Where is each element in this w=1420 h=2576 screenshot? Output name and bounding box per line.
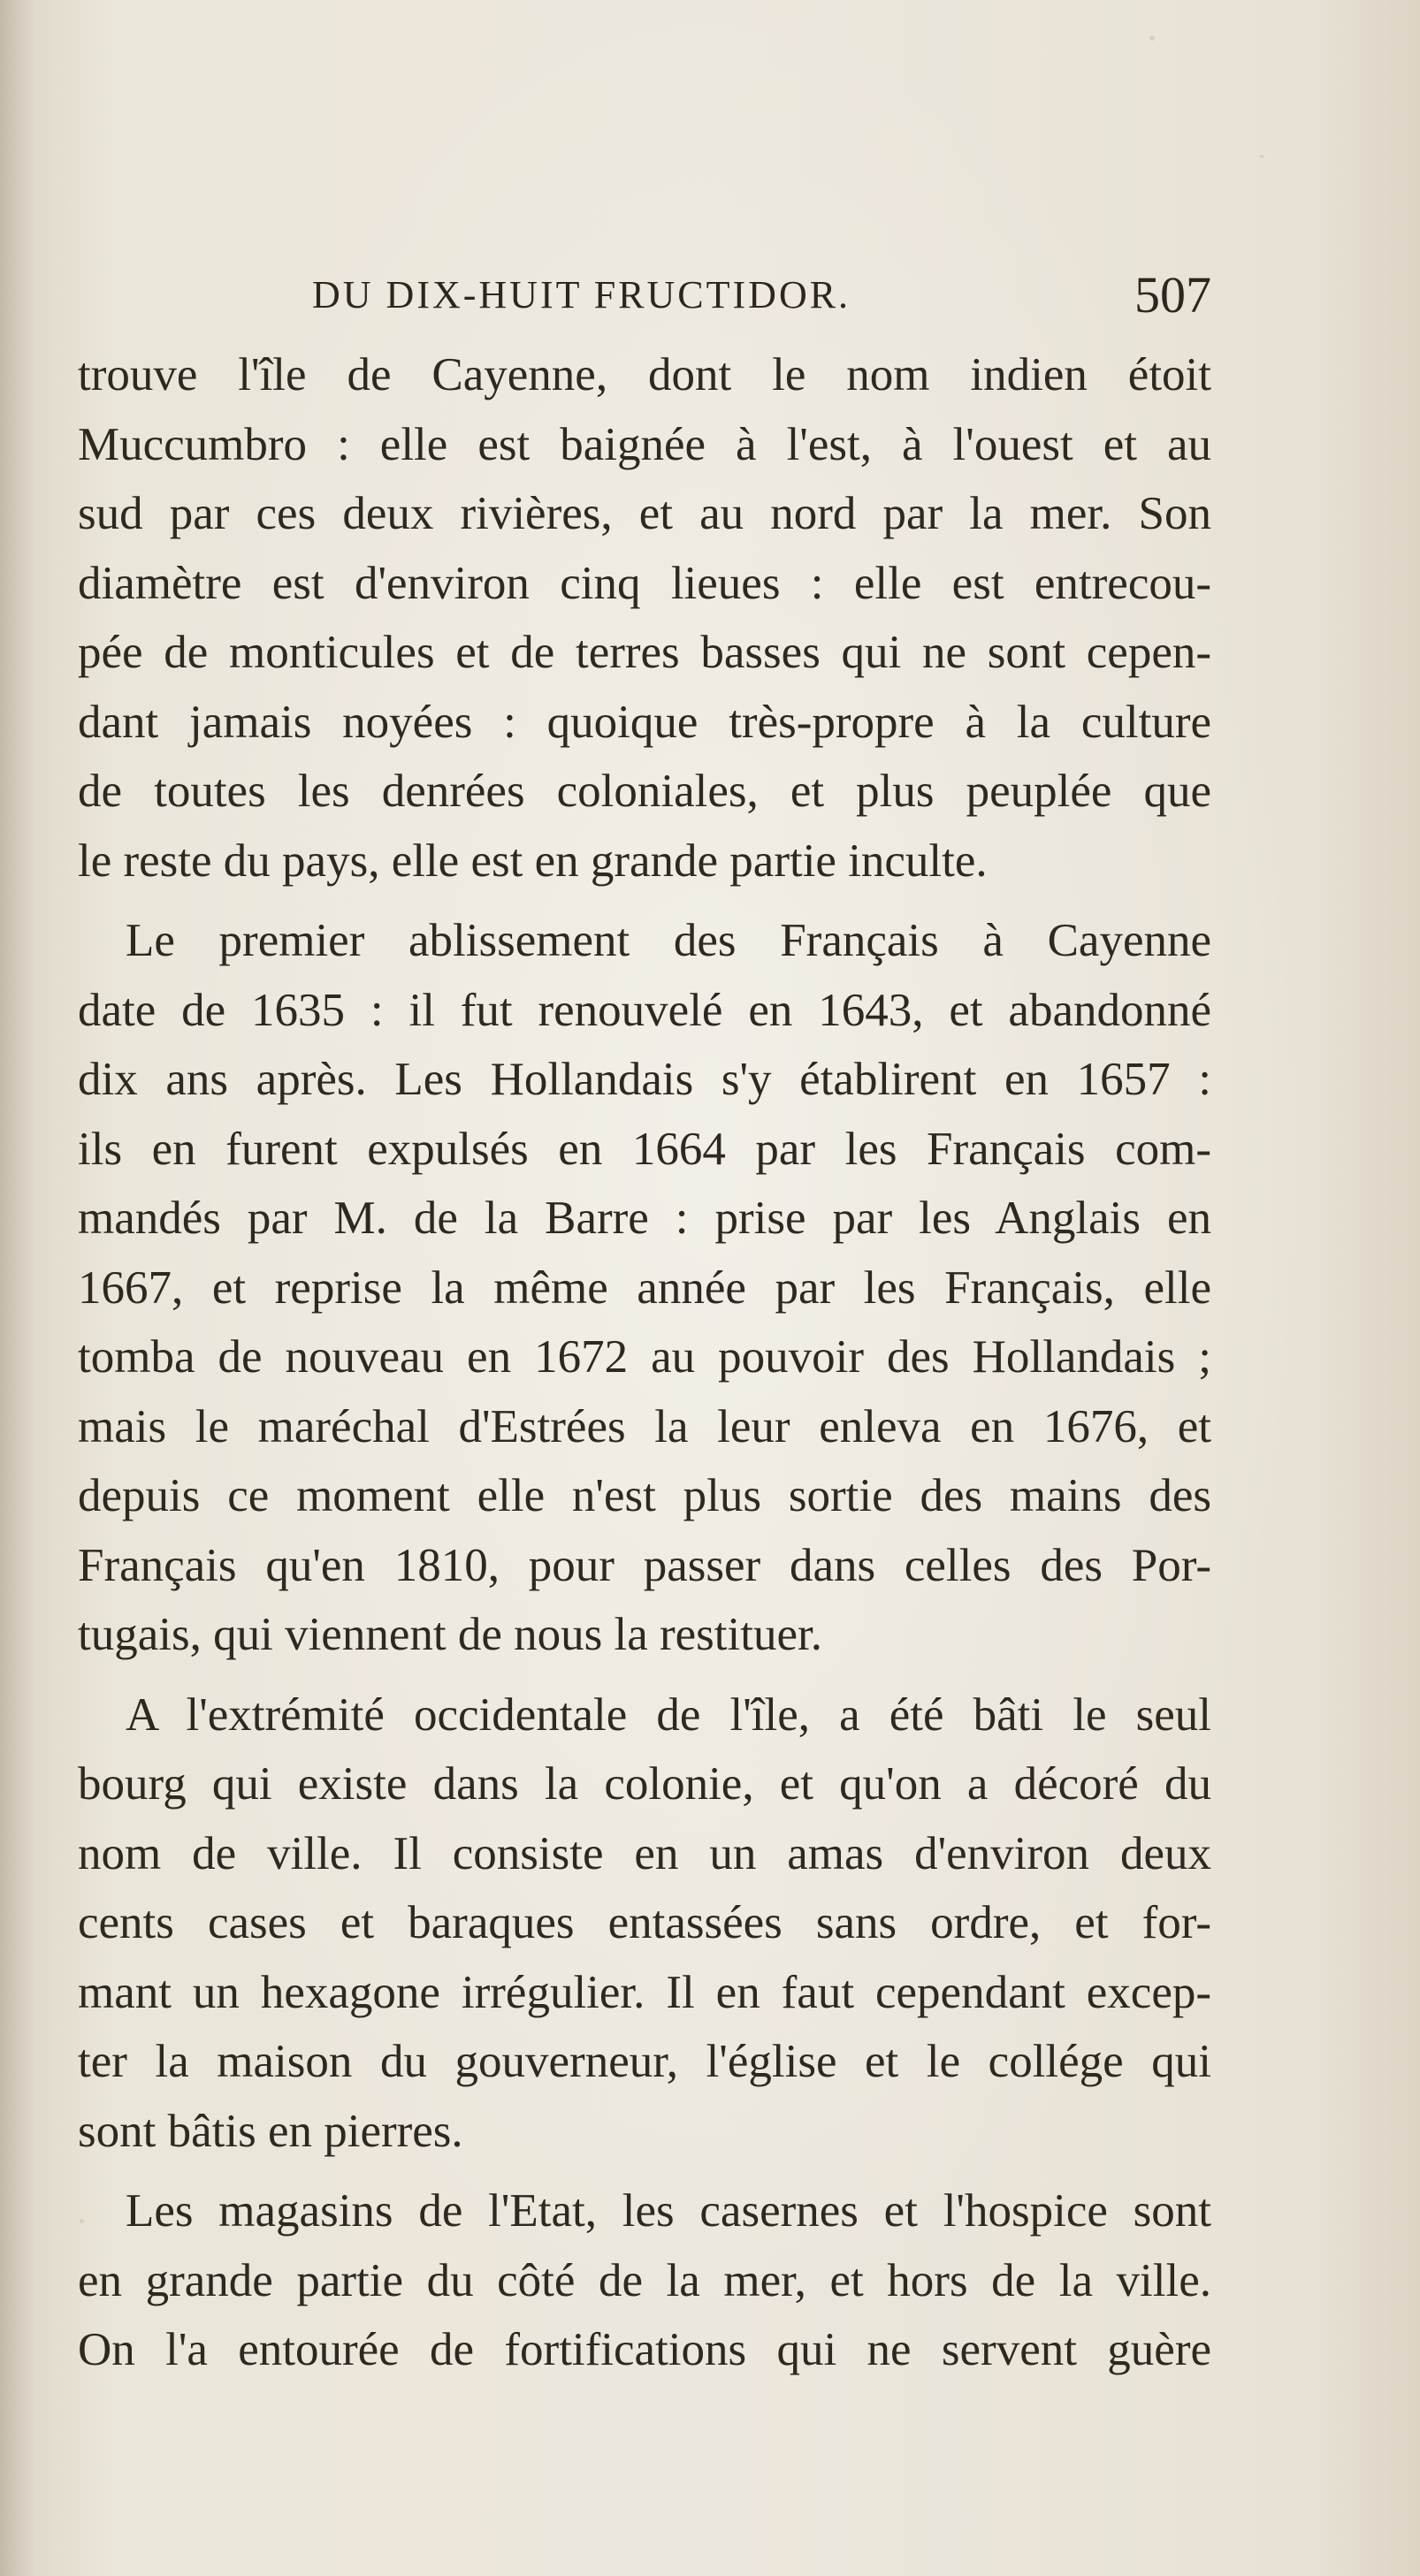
text-line: de toutes les denrées coloniales, et plus peuplée que: [78, 766, 1211, 817]
foxing-stain: [1149, 35, 1155, 41]
page-number: 507: [1134, 266, 1211, 324]
text-line: cents cases et baraques entassées sans ordre, et for-: [78, 1897, 1211, 1948]
text-line: 1667, et reprise la même année par les Français, elle: [78, 1261, 1211, 1314]
text-line: depuis ce moment elle n'est plus sortie des mains des: [78, 1470, 1211, 1521]
text-line: sud par ces deux rivières, et au nord par la mer. Son: [78, 488, 1211, 539]
paragraph: [78, 340, 1211, 896]
paragraph: [78, 906, 1211, 1670]
text-line: dix ans après. Les Hollandais s'y établirent en 1657 :: [78, 1054, 1211, 1105]
text-line: dant jamais noyées : quoique très-propre à la culture: [78, 696, 1211, 748]
text-line: mandés par M. de la Barre : prise par les Anglais en: [78, 1193, 1211, 1244]
text-line: trouve l'île de Cayenne, dont le nom indien étoit: [78, 349, 1211, 400]
text-line: Muccumbro : elle est baignée à l'est, à l'ouest et au: [78, 418, 1211, 470]
text-line: ils en furent expulsés en 1664 par les Français com-: [78, 1123, 1211, 1175]
foxing-stain: [1260, 155, 1263, 158]
text-line: tugais, qui viennent de nous la restituer.: [78, 1609, 822, 1660]
paragraph: [78, 1680, 1211, 2167]
text-line: date de 1635 : il fut renouvelé en 1643, et abandonné: [78, 984, 1211, 1036]
running-head-title: DU DIX-HUIT FRUCTIDOR.: [312, 273, 851, 316]
spine-shadow: [0, 0, 35, 2576]
text-line: Les magasins de l'Etat, les casernes et l'hospice sont: [126, 2185, 1211, 2237]
text-line: tomba de nouveau en 1672 au pouvoir des Hollandais ;: [78, 1331, 1211, 1383]
text-line: mant un hexagone irrégulier. Il en faut cependant excep-: [78, 1966, 1211, 2018]
text-line: en grande partie du côté de la mer, et hors de la ville.: [78, 2254, 1211, 2306]
text-line: Français qu'en 1810, pour passer dans celles des Por-: [78, 1539, 1211, 1591]
text-line: pée de monticules et de terres basses qui ne sont cepen-: [78, 627, 1211, 678]
body-text: [78, 340, 1211, 2396]
paragraph: [78, 2176, 1211, 2385]
text-line: diamètre est d'environ cinq lieues : elle est entrecou-: [78, 557, 1211, 609]
text-line: le reste du pays, elle est en grande partie inculte.: [78, 835, 988, 887]
text-line: Le premier ablissement des Français à Cayenne: [126, 915, 1211, 966]
text-line: On l'a entourée de fortifications qui ne servent guère: [78, 2324, 1211, 2375]
text-line: nom de ville. Il consiste en un amas d'environ deux: [78, 1827, 1211, 1879]
text-line: mais le maréchal d'Estrées la leur enleva en 1676, et: [78, 1400, 1211, 1452]
text-line: A l'extrémité occidentale de l'île, a été bâti le seul: [126, 1688, 1211, 1741]
text-line: ter la maison du gouverneur, l'église et le collége qui: [78, 2036, 1211, 2087]
text-line: sont bâtis en pierres.: [78, 2105, 463, 2157]
running-head: [78, 265, 1211, 336]
text-line: bourg qui existe dans la colonie, et qu'on a décoré du: [78, 1758, 1211, 1810]
